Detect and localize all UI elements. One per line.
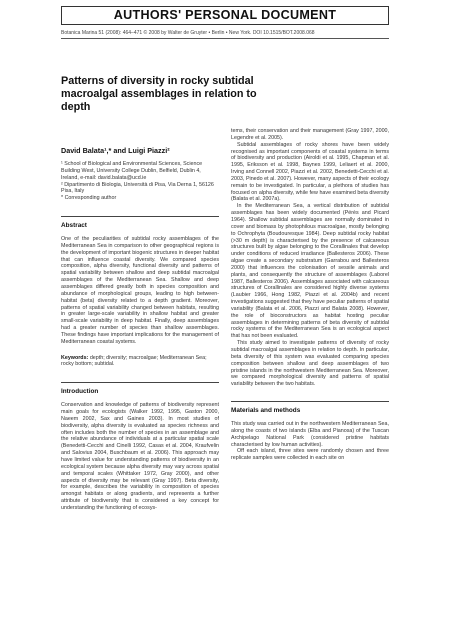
author-list: David Balata¹,* and Luigi Piazzi²: [61, 146, 170, 155]
authors-personal-document-banner: AUTHORS' PERSONAL DOCUMENT: [61, 6, 389, 25]
paper-title: Patterns of diversity in rocky subtidal macroalgal assemblages in relation to depth: [61, 75, 257, 113]
abstract-text: One of the peculiarities of subtidal rocky assemblages of the Mediterranean Sea in comparison to other geographical regions is the development of important biogenic structures in deeper habitat that can influence coastal diversity. We compared species composition, alpha diversity, functional diversity and patterns of spatial variability between shallow and deep subtidal macroalgal assemblages of the Mediterranean Sea. Shallow and deep assemblages differed greatly both in species composition and abundance of morphological groups, leading to high between-habitat (beta) diversity related to a depth gradient. Moreover, patterns of spatial variability changed between habitats, resulting in greater large-scale variability in shallow habitat and greater small-scale variability in deep habitat. Finally, deep assemblages had a greater number of species than shallow assemblages. These findings have important implications for the management of Mediterranean coastal systems.: [61, 236, 219, 345]
keywords-line: [61, 355, 219, 369]
keywords-text: depth; diversity; macroalgae; Mediterranean Sea; rocky bottom; subtidal.: [61, 354, 207, 368]
introduction-paragraph-1: Conservation and knowledge of patterns of biodiversity represent main goals for ecologists (Walker 1992, 1995, Gaston 2000, Naeem 2002, Sax and Gaines 2003). In most studies of biodiversity, alpha diversity is evaluated as species richness and often includes both the number of species in an assemblage and the relative abundance of individuals at a particular spatial scale (Benedetti-Cecchi and Cinelli 1992, Casas et al. 2004, Kraufvelin and Salovius 2004, Buschbaum et al. 2006). This approach may have limited value for understanding patterns of biodiversity in an ecological system because alpha diversity may vary across spatial and temporal scales (Whittaker 1972, Gray 2000), and other aspects of diversity may be relevant (Gray 1997). Beta diversity, for example, describes the variability in composition of species amongst habitats or along gradients, and represents a further attribute of biodiversity that is considered a key concept for understanding the functioning of ecosys-: [61, 402, 219, 511]
keywords-label: Keywords:: [61, 354, 89, 361]
methods-heading: Materials and methods: [231, 407, 301, 415]
introduction-paragraph-1-continued: tems, their conservation and their management (Gray 1997, 2000, Legendre et al. 2005).: [231, 128, 389, 141]
abstract-heading: Abstract: [61, 222, 87, 230]
right-column: [231, 128, 389, 462]
introduction-heading: Introduction: [61, 388, 99, 396]
journal-citation-line: Botanica Marina 51 (2008): 464–471 © 2008 by Walter de Gruyter • Berlin • New York. DOI 10.1515/BOT.2008.068: [61, 30, 315, 36]
introduction-paragraph-2: Subtidal assemblages of rocky shores have been widely recognised as important components of coastal systems in terms of biodiversity and production (Airoldi et al. 1995, Chapman et al. 1995, Eriksson et al. 1998, Baynes 1999, Leliaert et al. 2000, Irving and Connell 2002, Piazzi et al. 2002, Benedetti-Cecchi et al. 2003, Pinedo et al. 2007). However, many aspects of their ecology remain to be investigated. In particular, a plethora of studies has focused on alpha diversity, while few have examined beta diversity (Balata et al. 2007a).: [231, 141, 389, 203]
abstract-rule: [61, 216, 219, 217]
methods-paragraph-2: Off each island, three sites were randomly chosen and three replicate samples were collected in each site on: [231, 448, 389, 462]
affiliation-2: ² Dipartimento di Biologia, Università di Pisa, Via Derna 1, 56126 Pisa, Italy: [61, 181, 214, 195]
header-rule: [61, 38, 389, 39]
corresponding-author-note: * Corresponding author: [61, 195, 117, 202]
affiliation-1: ¹ School of Biological and Environmental Sciences, Science Building West, University College Dublin, Belfield, Dublin 4, Ireland, e-mail: david.balata@ucd.ie: [61, 161, 203, 181]
introduction-paragraph-4: This study aimed to investigate patterns of diversity of rocky subtidal macroalgal assemblages in relation to depth. In particular, beta diversity of this system was evaluated comparing species composition between shallow and deep assemblages of two pristine islands in the northwestern Mediterranean Sea. Moreover, we compared morphological diversity and patterns of spatial variability between the two habitats.: [231, 340, 389, 388]
methods-paragraph-1: This study was carried out in the northwestern Mediterranean Sea, along the coasts of two islands (Elba and Pianosa) of the Tuscan Archipelago National Park (considered pristine habitats characterised by low human activities).: [231, 421, 389, 448]
left-column: [61, 146, 219, 512]
introduction-paragraph-3: In the Mediterranean Sea, a vertical distribution of subtidal assemblages has been widely documented (Pérès and Picard 1964). Shallow subtidal assemblages are normally dominated in cover and biomass by photophilous macroalgae, mostly belonging to Ochrophyta (Boudouresque 1984). Deep subtidal rocky habitat (>30 m depth) is characterised by the presence of calcareous structures built by algae belonging to the Corallinales that develop under conditions of reduced irradiance (Ballesteros 2006). These algae create a secondary substratum (Garrabou and Ballesteros 2000) that influences the colonisation of sessile animals and plants, and consequently the structure of assemblages (Laborel 1987, Ballesteros 2006). Assemblages associated with calcareous structures of Corallinales are considered highly diverse systems (Laubier 1966, Hong 1982, Piazzi et al. 2004b) and recent investigations suggested that they have peculiar patterns of spatial variability (Balata et al. 2006, Piazzi and Balata 2008). However, the role of bioconstructors as habitat hosting peculiar assemblages in determining patterns of beta diversity of subtidal rocky systems of the Mediterranean Sea is an ecological aspect that has not been evaluated.: [231, 203, 389, 340]
introduction-rule: [61, 382, 219, 383]
methods-rule: [231, 401, 389, 402]
